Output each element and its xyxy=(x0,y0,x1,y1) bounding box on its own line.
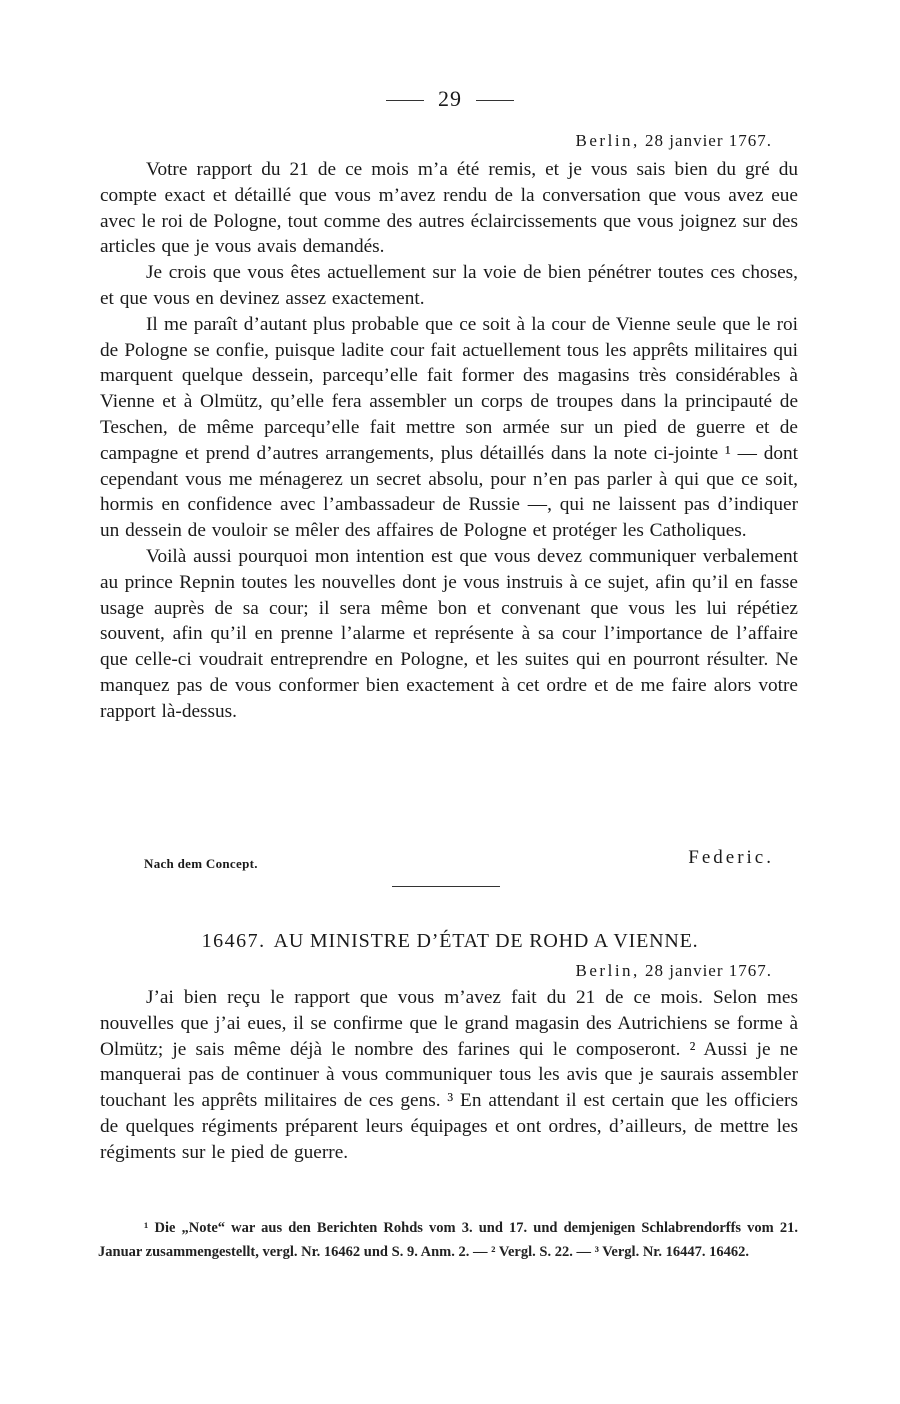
letter2-body xyxy=(100,985,798,1166)
page-number: 29 xyxy=(438,86,462,111)
footnotes xyxy=(98,1216,798,1264)
header-dash-right xyxy=(476,100,514,101)
letter1-date-rest: 28 janvier 1767. xyxy=(639,131,772,150)
letter1-paragraph-2: Je crois que vous êtes actuellement sur la voie de bien pénétrer toutes ces choses, et que vous en devinez assez exactement. xyxy=(100,262,798,309)
signature: Federic. xyxy=(688,847,774,868)
header-dash-left xyxy=(386,100,424,101)
letter2-heading xyxy=(0,930,900,953)
letter2-date-city: Berlin, xyxy=(575,961,640,980)
letter2-date-rest: 28 janvier 1767. xyxy=(639,961,772,980)
letter2-number: 16467. xyxy=(201,930,266,952)
page-header xyxy=(0,86,900,112)
letter1-paragraph-4: Voilà aussi pourquoi mon intention est que vous devez communiquer verbalement au prince Repnin toutes les nouvelles dont je vous instruis à ce sujet, afin qu’il en fasse usage auprès de sa cour; il sera même bon et convenant que vous les lui répétiez souvent, afin qu’il en prenne l’alarme et représente à sa cour l’importance de l’affaire que celle-ci voudrait entreprendre en Pologne, et les suites qui en pourront résulter. Ne manquez pas de vous conformer bien exactement à cet ordre et de me faire alors votre rapport là-dessus. xyxy=(100,545,798,722)
letter1-paragraph-1: Votre rapport du 21 de ce mois m’a été remis, et je vous sais bien du gré du compte exact et détaillé que vous m’avez rendu de la conversation que vous avez eue avec le roi de Pologne, tout comme des autres éclaircissements que vous joignez sur des articles que je vous avais demandés. xyxy=(100,159,798,258)
letter1-paragraph-3: Il me paraît d’autant plus probable que ce soit à la cour de Vienne seule que le roi de Pologne se confie, puisque ladite cour fait actuellement tous les apprêts militaires qui marquent quelque dessein, parcequ’elle fait former des magasins très considérables à Vienne et à Olmütz, qu’elle fera assembler un corps de troupes dans la principauté de Teschen, de même parcequ’elle fait mettre son armée sur un pied de guerre et de campagne et prend d’autres arrangements, plus détaillés dans la note ci-jointe ¹ — dont cependant vous me ménagerez un secret absolu, pour n’en pas parler à qui que ce soit, hormis en confidence avec l’ambassadeur de Russie —, qui ne laissent pas d’indiquer un dessein de vouloir se mêler des affaires de Pologne et protéger les Catholiques. xyxy=(100,313,798,542)
letter2-paragraph-1: J’ai bien reçu le rapport que vous m’avez fait du 21 de ce mois. Selon mes nouvelles que j’ai eues, il se confirme que le grand magasin des Autrichiens se forme à Olmütz; je sais même déjà le nombre des farines qui le composeront. ² Aussi je ne manquerai pas de continuer à vous communiquer tous les avis que je saurais assembler touchant les apprêts militaires de ces gens. ³ En attendant il est certain que les officiers de quelques régiments préparent leurs équipages et ont ordres, d’ailleurs, de mettre les régiments sur le pied de guerre. xyxy=(100,987,798,1163)
letter2-title: AU MINISTRE D’ÉTAT DE ROHD A VIENNE. xyxy=(273,930,699,952)
letter1-closing xyxy=(144,847,774,877)
letter1-dateline xyxy=(576,131,772,151)
footnote-text: ¹ Die „Note“ war aus den Berichten Rohds vom 3. und 17. und demjenigen Schlabrendorffs vom 21. Januar zusammengestellt, vergl. Nr. 16462 und S. 9. Anm. 2. — ² Vergl. S. 22. — ³ Vergl. Nr. 16447. 16462. xyxy=(98,1220,798,1260)
letter1-date-city: Berlin, xyxy=(575,131,640,150)
letter2-dateline xyxy=(576,961,772,981)
source-note: Nach dem Concept. xyxy=(144,856,258,871)
letter1-body xyxy=(100,157,798,725)
section-divider xyxy=(392,886,500,887)
